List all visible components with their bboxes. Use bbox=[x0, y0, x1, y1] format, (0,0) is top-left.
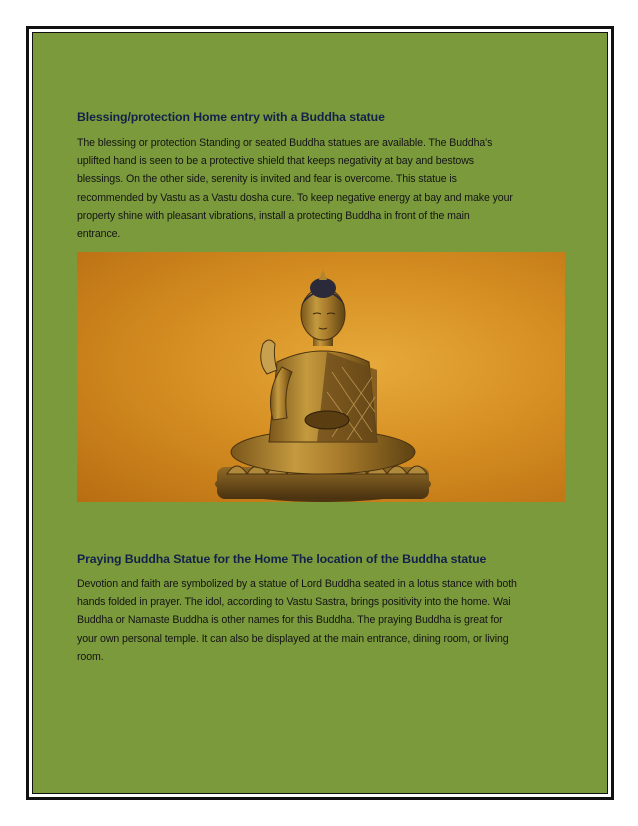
paragraph-line: uplifted hand is seen to be a protective shield that keeps negativity at bay and bestows bbox=[77, 155, 474, 168]
section-paragraph-praying bbox=[77, 575, 562, 666]
paragraph-line: property shine with pleasant vibrations, install a protecting Buddha in front of the main bbox=[77, 209, 470, 222]
paragraph-line: Devotion and faith are symbolized by a statue of Lord Buddha seated in a lotus stance with both bbox=[77, 578, 517, 590]
section-heading-praying: Praying Buddha Statue for the Home The location of the Buddha statue bbox=[77, 552, 487, 566]
paragraph-line: hands folded in prayer. The idol, according to Vastu Sastra, brings positivity into the home. Wai bbox=[77, 596, 511, 609]
paragraph-line: blessings. On the other side, serenity is invited and fear is overcome. This statue is bbox=[77, 173, 457, 186]
paragraph-line: entrance. bbox=[77, 228, 121, 241]
buddha-statue-illustration bbox=[77, 252, 565, 502]
paragraph-line: The blessing or protection Standing or seated Buddha statues are available. The Buddha's bbox=[77, 137, 493, 149]
paragraph-line: Buddha or Namaste Buddha is other names for this Buddha. The praying Buddha is great for bbox=[77, 614, 503, 627]
buddha-statue-photo bbox=[77, 252, 565, 502]
section-paragraph-blessing bbox=[77, 134, 562, 243]
paragraph-line: recommended by Vastu as a Vastu dosha cure. To keep negative energy at bay and make your bbox=[77, 191, 513, 204]
paragraph-line: room. bbox=[77, 650, 104, 663]
section-heading-blessing: Blessing/protection Home entry with a Buddha statue bbox=[77, 110, 385, 124]
paragraph-line: your own personal temple. It can also be displayed at the main entrance, dining room, or living bbox=[77, 632, 509, 645]
